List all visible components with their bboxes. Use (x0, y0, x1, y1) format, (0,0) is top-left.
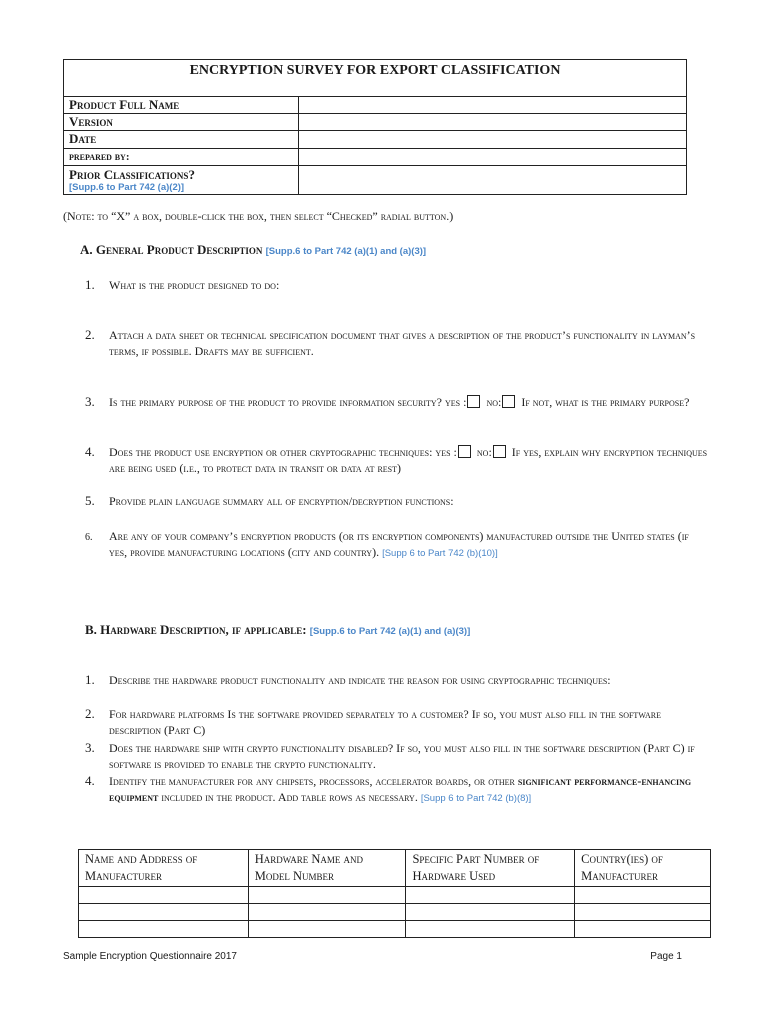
footer-left: Sample Encryption Questionnaire 2017 (63, 951, 237, 962)
section-b-prefix: B. (85, 622, 97, 637)
item-text (109, 394, 709, 410)
table-cell[interactable] (406, 921, 575, 938)
col-header-manufacturer: Name and Address of Manufacturer (79, 850, 249, 887)
date-field[interactable] (299, 131, 686, 148)
table-row (79, 904, 711, 921)
table-cell[interactable] (575, 921, 711, 938)
section-b-item-1 (85, 672, 709, 688)
table-cell[interactable] (406, 887, 575, 904)
table-cell[interactable] (248, 904, 406, 921)
prepared-by-field[interactable] (299, 149, 686, 165)
col-header-hardware-name: Hardware Name and Model Number (248, 850, 406, 887)
item-text-part: no: (476, 445, 492, 459)
table-cell[interactable] (248, 921, 406, 938)
item-number: 1. (85, 672, 95, 687)
table-cell[interactable] (79, 921, 249, 938)
item-text (109, 528, 709, 562)
item-text-part: If yes, explain why encryption techniques are being used (i.e., to protect data in transit or data at rest) (109, 445, 708, 475)
item-number: 6. (85, 532, 93, 543)
table-cell[interactable] (406, 904, 575, 921)
product-name-label: Product Full Name (64, 97, 299, 113)
item-number: 4. (85, 444, 95, 459)
version-field[interactable] (299, 114, 686, 130)
item-number: 4. (85, 773, 95, 788)
prior-classifications-label: Prior Classifications? (69, 167, 195, 182)
item-number: 5. (85, 493, 95, 508)
item-number: 3. (85, 740, 95, 755)
section-a-item-4 (85, 444, 709, 476)
col-header-part-number: Specific Part Number of Hardware Used (406, 850, 575, 887)
item-text-part: included in the product. Add table rows as necessary. (161, 790, 418, 804)
item-text: Attach a data sheet or technical specification document that gives a description of the product’s functionality in layman’s terms, if possible. Drafts may be sufficient. (109, 328, 696, 358)
item-text (109, 444, 709, 476)
section-a-item-1 (85, 277, 709, 293)
section-a-prefix: A. (80, 242, 93, 257)
table-cell[interactable] (248, 887, 406, 904)
header-row-prepared-by (64, 149, 686, 166)
item-number: 2. (85, 706, 95, 721)
section-b-item-2 (85, 706, 709, 738)
item-text-part: no: (486, 395, 502, 409)
header-row-date (64, 131, 686, 149)
item-text: What is the product designed to do: (109, 278, 280, 292)
prior-classifications-ref: [Supp.6 to Part 742 (a)(2)] (69, 182, 185, 193)
item-text-part: Is the primary purpose of the product to provide information security? yes : (109, 395, 467, 409)
item-ref: [Supp 6 to Part 742 (b)(8)] (420, 793, 532, 804)
item-text-part: Are any of your company’s encryption products (or its encryption components) manufactured outside the United states (if yes, provide manufacturing locations (city and country). (109, 529, 689, 559)
no-checkbox[interactable] (493, 445, 506, 458)
hardware-table-header (79, 850, 711, 887)
section-a-item-6 (85, 528, 709, 562)
no-checkbox[interactable] (502, 395, 515, 408)
item-bold-text: significant performance-enhancing equipment (109, 774, 692, 804)
product-name-field[interactable] (299, 97, 686, 113)
prepared-by-label: prepared by: (64, 149, 299, 165)
header-row-prior-classifications (64, 166, 686, 194)
section-b-heading (85, 622, 470, 638)
hardware-table (78, 849, 711, 938)
date-label: Date (64, 131, 299, 148)
section-b-ref: [Supp.6 to Part 742 (a)(1) and (a)(3)] (309, 626, 471, 637)
table-cell[interactable] (575, 887, 711, 904)
item-number: 1. (85, 277, 95, 292)
version-label: Version (64, 114, 299, 130)
table-row (79, 921, 711, 938)
section-a-title: General Product Description (95, 242, 263, 257)
item-number: 3. (85, 394, 95, 409)
section-a-item-3 (85, 394, 709, 410)
section-a-ref: [Supp.6 to Part 742 (a)(1) and (a)(3)] (265, 246, 427, 257)
table-row (79, 887, 711, 904)
footer-page-number: Page 1 (650, 951, 682, 962)
item-number: 2. (85, 327, 95, 342)
item-text: Provide plain language summary all of encryption/decryption functions: (109, 494, 454, 508)
header-row-product-name (64, 97, 686, 114)
item-text-part: Identify the manufacturer for any chipsets, processors, accelerator boards, or other (109, 774, 515, 788)
col-header-country: Country(ies) of Manufacturer (575, 850, 711, 887)
item-text-part: Does the product use encryption or other cryptographic techniques: yes : (109, 445, 457, 459)
item-text: Describe the hardware product functionality and indicate the reason for using cryptographic techniques: (109, 673, 611, 687)
section-a-item-5 (85, 493, 709, 509)
yes-checkbox[interactable] (467, 395, 480, 408)
checkbox-note: (Note: to “X” a box, double-click the box, then select “Checked” radial button.) (63, 209, 454, 223)
document-title: ENCRYPTION SURVEY FOR EXPORT CLASSIFICATION (64, 60, 686, 97)
item-text-part: If not, what is the primary purpose? (521, 395, 690, 409)
item-text (109, 773, 709, 807)
yes-checkbox[interactable] (458, 445, 471, 458)
item-text: Does the hardware ship with crypto functionality disabled? If so, you must also fill in the software description (Part C) if software is provided to enable the crypto functionality. (109, 741, 695, 771)
table-cell[interactable] (79, 887, 249, 904)
header-table (63, 59, 687, 195)
section-a-item-2 (85, 327, 709, 359)
section-a-heading (80, 242, 426, 258)
section-b-title: Hardware Description, if applicable: (100, 622, 307, 637)
section-b-item-4 (85, 773, 709, 807)
prior-classifications-cell (64, 166, 299, 194)
item-text: For hardware platforms Is the software provided separately to a customer? If so, you must also fill in the software description (Part C) (109, 707, 661, 737)
section-b-item-3 (85, 740, 709, 772)
prior-classifications-field[interactable] (299, 166, 686, 194)
item-ref: [Supp 6 to Part 742 (b)(10)] (382, 548, 498, 559)
table-cell[interactable] (79, 904, 249, 921)
header-row-version (64, 114, 686, 131)
table-cell[interactable] (575, 904, 711, 921)
